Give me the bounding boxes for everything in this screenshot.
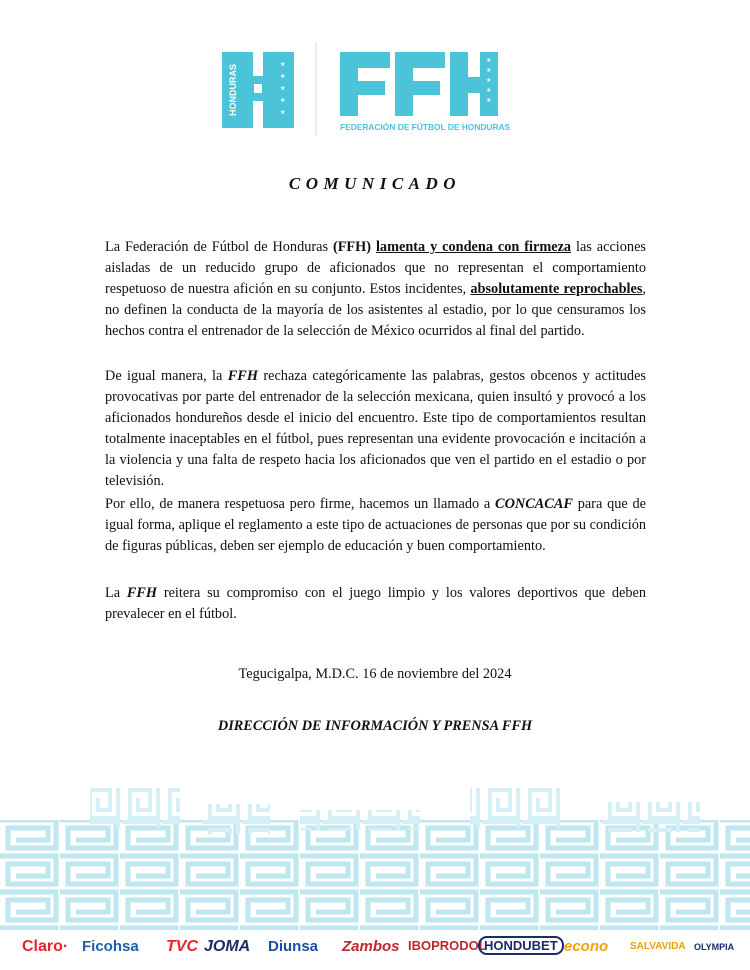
decorative-pattern [0,780,750,930]
svg-text:★: ★ [280,73,286,80]
paragraph-2: De igual manera, la FFH rechaza categóricamente las palabras, gestos obcenos y actitudes provocativas por parte del entrenador de la selección mexicana, quien insultó y provocó a los aficionados hondureños desde el inicio del encuentro. Este tipo de comportamientos resultan totalmente inaceptables en el fútbol, pues representan una evidente provocación e incitación a la violencia y una falta de respeto hacia los aficionados que ven el partido en el estadio o por televisión. [105,368,646,489]
sponsor-salvavida-logo: SALVAVIDA [630,941,686,952]
sponsor-diunsa-logo: Diunsa [268,938,319,955]
svg-text:★: ★ [280,61,286,68]
sponsors-strip [0,930,750,970]
sponsor-claro-logo: Claro· [22,938,69,955]
sponsor-iboprodol-logo: IBOPRODOL [408,938,487,953]
svg-text:★: ★ [280,97,286,104]
sponsor-ficohsa-logo: Ficohsa [82,938,139,955]
sponsor-hondubet-logo: HONDUBET [478,936,564,955]
honduras-h-logo [222,52,294,128]
svg-text:★: ★ [486,67,492,74]
page-title: COMUNICADO [288,174,462,193]
sponsor-olympia-logo: OLYMPIA [694,942,735,952]
header-logos [0,0,750,150]
svg-text:★: ★ [486,77,492,84]
paragraph-1: La Federación de Fútbol de Honduras (FFH) lamenta y condena con firmeza las acciones aisladas de un reducido grupo de aficionados que no representan el comportamiento respetuoso de nuestra afición en su conjunto. Estos incidentes, absolutamente reprochables, no definen la conducta de la mayoría de los asistentes al estadio, por lo que censuramos los hechos contra el entrenador de la selección de México ocurridos al final del partido. [105,239,646,339]
sponsor-zambos-logo: Zambos [342,938,400,955]
sponsor-econo-logo: econo [564,938,609,955]
signature: DIRECCIÓN DE INFORMACIÓN Y PRENSA FFH [217,718,533,734]
svg-text:★: ★ [486,97,492,104]
svg-text:★: ★ [486,87,492,94]
svg-text:★: ★ [486,57,492,64]
ffh-logo [0,0,750,150]
sponsor-joma-logo: JOMA [204,938,251,955]
federation-name: FEDERACIÓN DE FÚTBOL DE HONDURAS [340,122,511,132]
paragraph-4: La FFH reitera su compromiso con el juego limpio y los valores deportivos que deben prevalecer en el fútbol. [105,585,647,622]
paragraph-3: Por ello, de manera respetuosa pero firme, hacemos un llamado a CONCACAF para que de igual forma, aplique el reglamento a este tipo de actuaciones de personas que por su condición de figuras públicas, deben ser ejemplo de educación y buen comportamiento. [105,496,646,554]
svg-text:HONDURAS: HONDURAS [228,63,238,117]
ffh-letters-logo [340,52,498,116]
sponsor-tvc-logo: TVC [166,938,198,955]
svg-text:★: ★ [280,85,286,92]
svg-text:★: ★ [280,109,286,116]
place-date: Tegucigalpa, M.D.C. 16 de noviembre del 2024 [238,666,512,682]
